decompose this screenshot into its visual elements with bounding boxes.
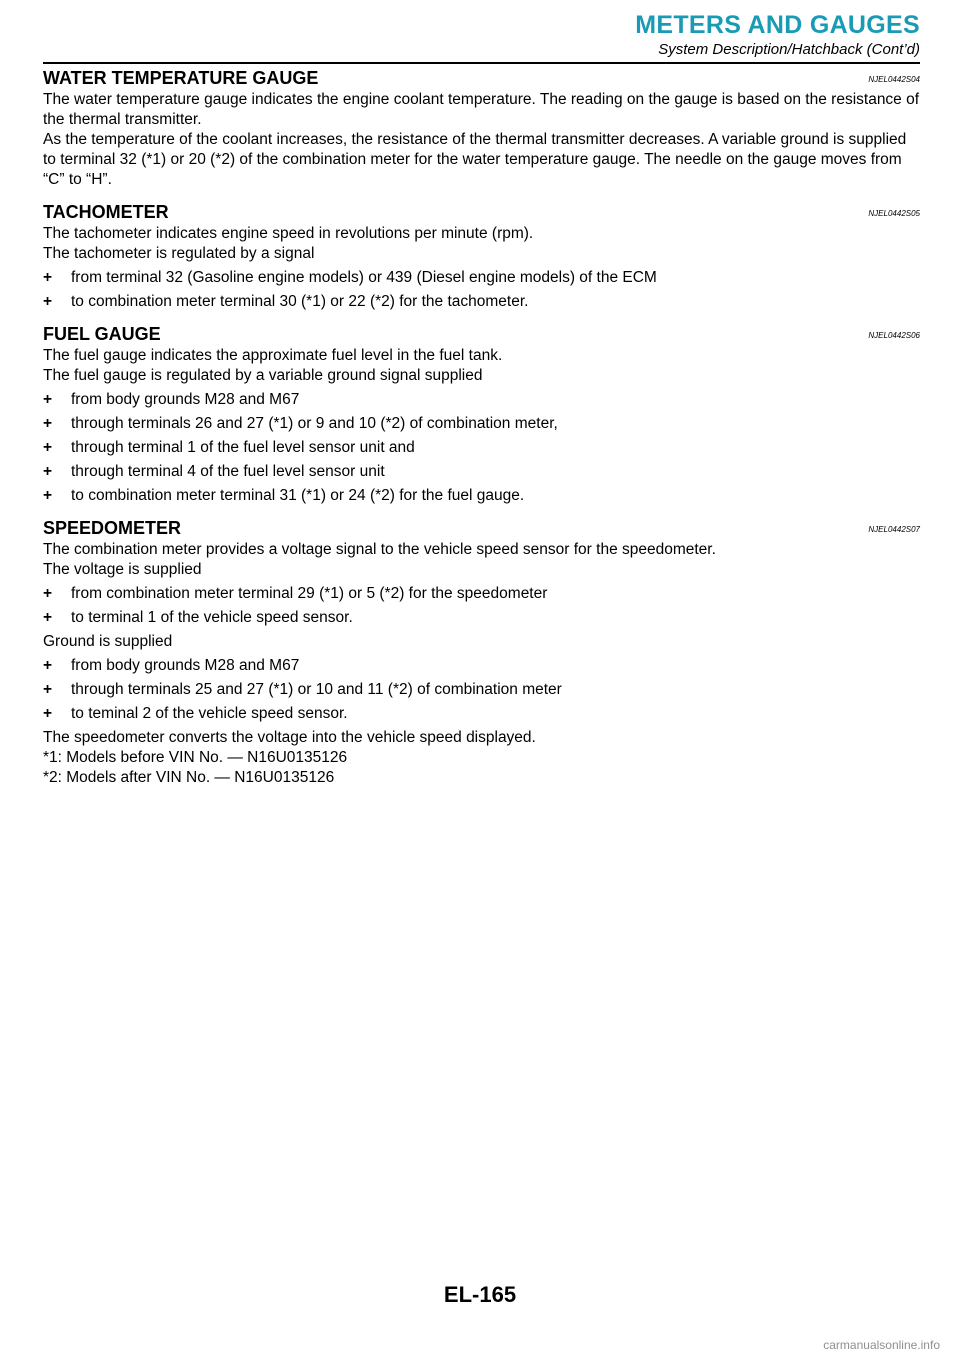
section-code: NJEL0442S05	[868, 209, 920, 218]
section-heading	[43, 322, 920, 346]
paragraph: The tachometer indicates engine speed in revolutions per minute (rpm).	[43, 225, 534, 242]
section-tachometer	[43, 200, 920, 312]
section-speedometer	[43, 516, 920, 788]
section-title: WATER TEMPERATURE GAUGE	[43, 68, 319, 88]
list-item	[43, 462, 920, 482]
list-item-text: from terminal 32 (Gasoline engine models) or 439 (Diesel engine models) of the ECM	[71, 269, 657, 286]
list-item-text: through terminals 25 and 27 (*1) or 10 and 11 (*2) of combination meter	[71, 681, 562, 698]
list-item	[43, 414, 920, 434]
list-item-text: to combination meter terminal 30 (*1) or 22 (*2) for the tachometer.	[71, 293, 529, 310]
list-item	[43, 268, 920, 288]
list-item	[43, 390, 920, 410]
paragraph: As the temperature of the coolant increases, the resistance of the thermal transmitter decreases. A variable ground is supplied to terminal 32 (*1) or 20 (*2) of the combination meter for the water temperature gauge. The needle on the gauge moves from “C” to “H”.	[43, 131, 907, 188]
bullet-mark: +	[43, 415, 53, 432]
watermark: carmanualsonline.info	[823, 1338, 940, 1352]
list-item	[43, 680, 920, 700]
list-item	[43, 584, 920, 604]
list-item	[43, 656, 920, 676]
section-title: TACHOMETER	[43, 202, 169, 222]
bullet-mark: +	[43, 681, 53, 698]
list-item-text: from combination meter terminal 29 (*1) or 5 (*2) for the speedometer	[71, 585, 548, 602]
list-item-text: to terminal 1 of the vehicle speed sensor.	[71, 609, 353, 626]
paragraph: The water temperature gauge indicates the engine coolant temperature. The reading on the gauge is based on the resistance of the thermal transmitter.	[43, 91, 920, 128]
document-body	[43, 66, 920, 798]
bullet-mark: +	[43, 269, 53, 286]
section-heading	[43, 66, 920, 90]
paragraph: The combination meter provides a voltage signal to the vehicle speed sensor for the speedometer.	[43, 541, 716, 558]
paragraph: Ground is supplied	[43, 633, 173, 650]
list-item-text: from body grounds M28 and M67	[71, 391, 300, 408]
page-title: METERS AND GAUGES	[635, 11, 920, 39]
paragraph: The voltage is supplied	[43, 561, 202, 578]
bullet-mark: +	[43, 487, 53, 504]
section-code: NJEL0442S04	[868, 75, 920, 84]
list-item-text: to teminal 2 of the vehicle speed sensor.	[71, 705, 348, 722]
list-item-text: from body grounds M28 and M67	[71, 657, 300, 674]
list-item	[43, 438, 920, 458]
bullet-mark: +	[43, 585, 53, 602]
bullet-mark: +	[43, 657, 53, 674]
footnote: *2: Models after VIN No. — N16U0135126	[43, 769, 335, 786]
header-divider	[43, 62, 920, 64]
footnote: *1: Models before VIN No. — N16U0135126	[43, 749, 348, 766]
paragraph: The fuel gauge is regulated by a variable ground signal supplied	[43, 367, 483, 384]
bullet-mark: +	[43, 463, 53, 480]
bullet-mark: +	[43, 439, 53, 456]
bullet-mark: +	[43, 391, 53, 408]
list-item	[43, 704, 920, 724]
page-subtitle: System Description/Hatchback (Cont’d)	[658, 41, 920, 58]
section-title: SPEEDOMETER	[43, 518, 182, 538]
section-code: NJEL0442S06	[868, 331, 920, 340]
list-item	[43, 486, 920, 506]
page-header	[400, 10, 920, 60]
bullet-mark: +	[43, 609, 53, 626]
list-item	[43, 608, 920, 628]
section-heading	[43, 200, 920, 224]
bullet-mark: +	[43, 705, 53, 722]
list-item-text: to combination meter terminal 31 (*1) or 24 (*2) for the fuel gauge.	[71, 487, 525, 504]
list-item-text: through terminals 26 and 27 (*1) or 9 and 10 (*2) of combination meter,	[71, 415, 558, 432]
section-water-temperature-gauge	[43, 66, 920, 190]
section-fuel-gauge	[43, 322, 920, 506]
section-heading	[43, 516, 920, 540]
paragraph: The fuel gauge indicates the approximate fuel level in the fuel tank.	[43, 347, 503, 364]
section-code: NJEL0442S07	[868, 525, 920, 534]
list-item-text: through terminal 4 of the fuel level sensor unit	[71, 463, 385, 480]
list-item-text: through terminal 1 of the fuel level sensor unit and	[71, 439, 415, 456]
paragraph: The speedometer converts the voltage into the vehicle speed displayed.	[43, 729, 536, 746]
list-item	[43, 292, 920, 312]
section-title: FUEL GAUGE	[43, 324, 161, 344]
page-number: EL-165	[443, 1282, 517, 1307]
paragraph: The tachometer is regulated by a signal	[43, 245, 315, 262]
bullet-mark: +	[43, 293, 53, 310]
